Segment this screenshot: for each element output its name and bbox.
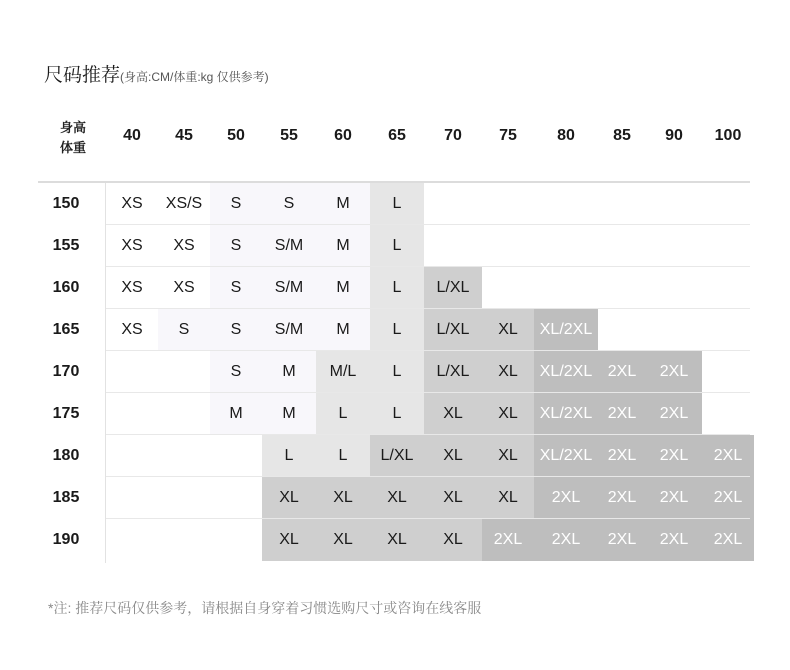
size-cell: XL (482, 477, 534, 519)
size-cell: L/XL (424, 267, 482, 309)
size-cell: XS (173, 279, 195, 296)
size-cell (646, 267, 702, 309)
size-cell: XL (424, 477, 482, 519)
size-cell (158, 351, 210, 393)
size-cell (646, 183, 702, 225)
size-cell: XS/S (165, 195, 203, 212)
size-cell: XL/2XL (534, 393, 598, 435)
weight-header: 90 (665, 127, 683, 144)
size-cell: 2XL (646, 519, 702, 561)
size-cell (106, 519, 158, 561)
size-cell: 2XL (646, 351, 702, 393)
size-cell (106, 393, 158, 435)
size-cell: XL (482, 393, 534, 435)
size-cell: 2XL (598, 351, 646, 393)
weight-header: 75 (499, 127, 517, 144)
size-cell: S (210, 267, 262, 309)
corner-weight-label: 体重 (59, 140, 86, 155)
size-cell (158, 393, 210, 435)
size-cell: XL (482, 435, 534, 477)
size-cell: M (316, 183, 370, 225)
weight-header: 70 (444, 127, 462, 144)
size-cell: L (316, 393, 370, 435)
size-cell (702, 351, 754, 393)
size-cell: XL (482, 351, 534, 393)
height-header: 160 (52, 279, 80, 296)
size-cell: 2XL (702, 477, 754, 519)
size-cell (106, 435, 158, 477)
size-cell (598, 267, 646, 309)
size-cell: S (210, 351, 262, 393)
size-cell: XL (316, 519, 370, 561)
size-cell: L (370, 267, 424, 309)
size-cell: 2XL (534, 477, 598, 519)
size-cell: S (210, 309, 262, 351)
size-cell: 2XL (646, 435, 702, 477)
size-cell (424, 225, 482, 267)
size-cell: XL/2XL (534, 309, 598, 351)
size-cell (210, 435, 262, 477)
size-cell: L (262, 435, 316, 477)
size-cell: L (316, 435, 370, 477)
size-cell (482, 267, 534, 309)
weight-header: 85 (613, 127, 631, 144)
height-header: 190 (52, 531, 80, 548)
height-header: 185 (52, 489, 80, 506)
weight-header: 55 (280, 127, 298, 144)
size-cell: XL (262, 519, 316, 561)
size-cell (702, 393, 754, 435)
size-cell: XL (370, 519, 424, 561)
weight-header: 50 (227, 127, 245, 144)
size-cell: 2XL (646, 477, 702, 519)
size-cell: XL/2XL (534, 351, 598, 393)
size-cell: XS (121, 321, 143, 338)
weight-header: 40 (123, 127, 141, 144)
size-cell (210, 477, 262, 519)
size-cell (482, 183, 534, 225)
weight-header: 100 (714, 127, 742, 144)
size-cell (106, 351, 158, 393)
size-cell (210, 519, 262, 561)
title-subtitle: (身高:CM/体重:kg 仅供参考) (120, 70, 269, 84)
size-cell: 2XL (482, 519, 534, 561)
size-cell: XS (121, 195, 143, 212)
size-cell (702, 183, 754, 225)
size-cell (702, 267, 754, 309)
height-header: 155 (52, 237, 80, 254)
size-cell (482, 225, 534, 267)
height-header: 150 (52, 195, 80, 212)
size-cell: L/XL (370, 435, 424, 477)
size-cell: S/M (262, 309, 316, 351)
weight-header: 60 (334, 127, 352, 144)
size-cell: 2XL (598, 519, 646, 561)
size-cell: 2XL (598, 435, 646, 477)
size-cell: XL (424, 519, 482, 561)
page-title (44, 60, 269, 87)
size-cell: S (210, 225, 262, 267)
size-cell: M (316, 225, 370, 267)
size-cell (598, 225, 646, 267)
size-cell: L (370, 309, 424, 351)
footnote: *注: 推荐尺码仅供参考，请根据自身穿着习惯选购尺寸或咨询在线客服 (48, 600, 482, 616)
size-cell (702, 309, 754, 351)
weight-header: 80 (557, 127, 575, 144)
size-cell (646, 309, 702, 351)
size-cell: 2XL (598, 477, 646, 519)
size-cell: 2XL (598, 393, 646, 435)
size-cell: L (370, 225, 424, 267)
size-cell: XS (121, 279, 143, 296)
size-cell (534, 225, 598, 267)
size-cell: L/XL (424, 309, 482, 351)
size-cell: M (262, 393, 316, 435)
size-cell: 2XL (534, 519, 598, 561)
height-header: 180 (52, 447, 80, 464)
size-cell (106, 477, 158, 519)
size-cell (598, 309, 646, 351)
weight-header: 45 (175, 127, 193, 144)
height-header: 175 (52, 405, 80, 422)
size-cell: 2XL (646, 393, 702, 435)
size-cell: 2XL (702, 519, 754, 561)
height-header: 170 (52, 363, 80, 380)
size-cell: S/M (262, 267, 316, 309)
size-cell (534, 267, 598, 309)
size-cell: XL (262, 477, 316, 519)
size-cell: 2XL (702, 435, 754, 477)
size-cell: XS (121, 237, 143, 254)
size-cell: S (210, 183, 262, 225)
size-cell (158, 519, 210, 561)
title-main: 尺码推荐 (44, 65, 121, 86)
size-cell: L (370, 393, 424, 435)
size-cell: M (316, 309, 370, 351)
size-cell: L (370, 351, 424, 393)
size-cell: S/M (262, 225, 316, 267)
size-cell: XL (482, 309, 534, 351)
size-cell (702, 225, 754, 267)
size-cell (424, 183, 482, 225)
size-cell (646, 225, 702, 267)
size-cell: L (370, 183, 424, 225)
size-cell: M/L (316, 351, 370, 393)
size-cell: XL/2XL (534, 435, 598, 477)
size-cell: XL (424, 435, 482, 477)
size-cell: M (210, 393, 262, 435)
size-cell: XL (424, 393, 482, 435)
size-cell (534, 183, 598, 225)
corner-height-label: 身高 (59, 120, 86, 135)
size-cell: L/XL (424, 351, 482, 393)
size-cell: XS (173, 237, 195, 254)
size-cell: XL (316, 477, 370, 519)
weight-header: 65 (388, 127, 406, 144)
size-cell: S (262, 183, 316, 225)
corner-header (48, 118, 98, 158)
size-cell (158, 435, 210, 477)
size-cell (158, 477, 210, 519)
size-cell (598, 183, 646, 225)
height-header: 165 (52, 321, 80, 338)
size-cell: XL (370, 477, 424, 519)
size-cell: M (316, 267, 370, 309)
size-cell: S (158, 309, 210, 351)
size-cell: M (262, 351, 316, 393)
